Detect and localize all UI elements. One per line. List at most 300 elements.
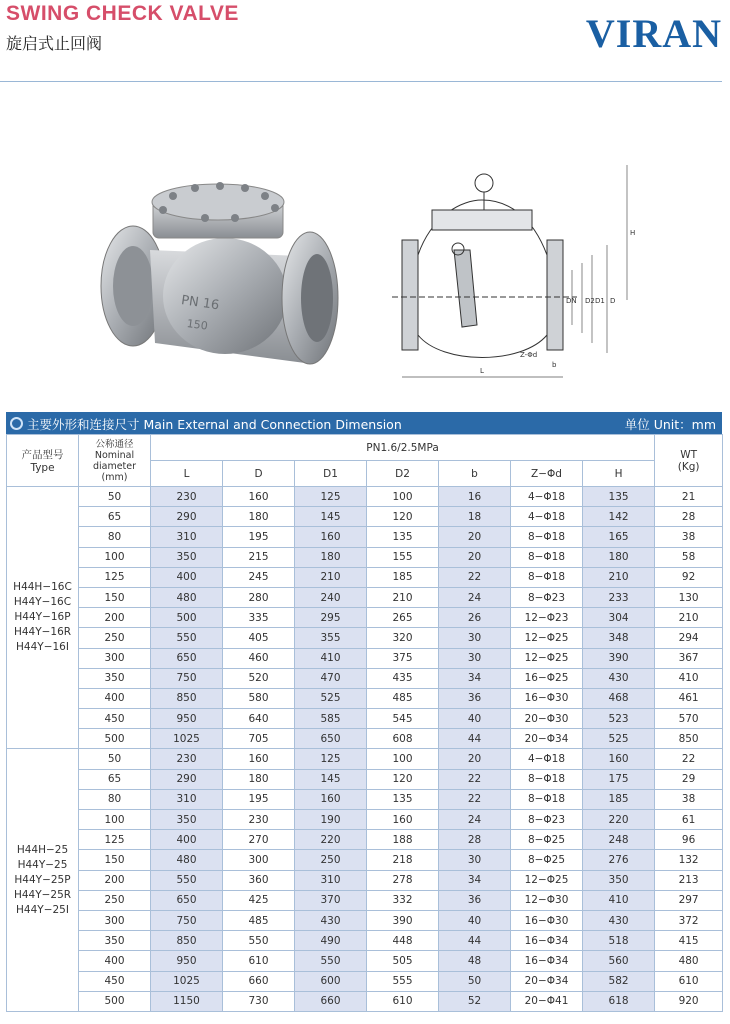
table-cell: 560 bbox=[583, 951, 655, 971]
table-cell: 22 bbox=[439, 789, 511, 809]
table-cell: 213 bbox=[655, 870, 723, 890]
table-cell: 132 bbox=[655, 850, 723, 870]
table-cell: 28 bbox=[439, 830, 511, 850]
table-cell: 150 bbox=[79, 587, 151, 607]
table-cell: 160 bbox=[367, 810, 439, 830]
type-label: H44Y−16I bbox=[16, 641, 69, 654]
table-row bbox=[7, 830, 723, 850]
table-cell: 100 bbox=[79, 810, 151, 830]
table-cell: 16−Φ34 bbox=[511, 951, 583, 971]
table-cell: 12−Φ25 bbox=[511, 648, 583, 668]
table-cell: 18 bbox=[439, 507, 511, 527]
header-pressure: PN1.6/2.5MPa bbox=[151, 435, 655, 461]
table-cell: 705 bbox=[223, 729, 295, 749]
table-cell: 300 bbox=[79, 648, 151, 668]
table-row bbox=[7, 487, 723, 507]
table-cell: 160 bbox=[223, 749, 295, 769]
table-cell: 250 bbox=[79, 628, 151, 648]
table-cell: 270 bbox=[223, 830, 295, 850]
table-cell: 310 bbox=[151, 527, 223, 547]
table-cell: 300 bbox=[223, 850, 295, 870]
table-cell: 195 bbox=[223, 789, 295, 809]
table-cell: 8−Φ18 bbox=[511, 547, 583, 567]
table-cell: 210 bbox=[655, 608, 723, 628]
table-cell: 280 bbox=[223, 587, 295, 607]
table-cell: 750 bbox=[151, 668, 223, 688]
table-cell: 372 bbox=[655, 910, 723, 930]
table-row bbox=[7, 668, 723, 688]
table-cell: 8−Φ23 bbox=[511, 810, 583, 830]
table-cell: 410 bbox=[583, 890, 655, 910]
table-cell: 135 bbox=[583, 487, 655, 507]
table-cell: 332 bbox=[367, 890, 439, 910]
table-cell: 448 bbox=[367, 931, 439, 951]
table-cell: 175 bbox=[583, 769, 655, 789]
table-cell: 460 bbox=[223, 648, 295, 668]
table-cell: 160 bbox=[295, 527, 367, 547]
table-cell: 450 bbox=[79, 709, 151, 729]
page-subtitle: 旋启式止回阀 bbox=[6, 34, 103, 53]
table-row bbox=[7, 931, 723, 951]
table-cell: 1150 bbox=[151, 991, 223, 1011]
table-row bbox=[7, 971, 723, 991]
table-row bbox=[7, 547, 723, 567]
table-row bbox=[7, 991, 723, 1011]
table-cell: 278 bbox=[367, 870, 439, 890]
table-cell: 570 bbox=[655, 709, 723, 729]
table-cell: 480 bbox=[655, 951, 723, 971]
table-cell: 850 bbox=[151, 931, 223, 951]
table-cell: 650 bbox=[151, 648, 223, 668]
table-cell: 125 bbox=[295, 487, 367, 507]
table-cell: 610 bbox=[655, 971, 723, 991]
table-cell: 470 bbox=[295, 668, 367, 688]
dim-z: Z-Φd bbox=[520, 351, 538, 359]
table-cell: 34 bbox=[439, 668, 511, 688]
table-cell: 230 bbox=[151, 487, 223, 507]
table-cell: 294 bbox=[655, 628, 723, 648]
section-unit: 单位 Unit：mm bbox=[624, 417, 716, 432]
table-cell: 150 bbox=[79, 850, 151, 870]
table-cell: 950 bbox=[151, 709, 223, 729]
table-cell: 390 bbox=[367, 910, 439, 930]
table-cell: 310 bbox=[151, 789, 223, 809]
table-cell: 400 bbox=[79, 688, 151, 708]
table-cell: 550 bbox=[223, 931, 295, 951]
table-cell: 185 bbox=[367, 567, 439, 587]
table-cell: 120 bbox=[367, 769, 439, 789]
table-cell: 367 bbox=[655, 648, 723, 668]
table-cell: 297 bbox=[655, 890, 723, 910]
type-label: H44Y−25I bbox=[16, 903, 69, 916]
table-cell: 360 bbox=[223, 870, 295, 890]
table-cell: 600 bbox=[295, 971, 367, 991]
table-cell: 40 bbox=[439, 910, 511, 930]
table-cell: 195 bbox=[223, 527, 295, 547]
table-cell: 8−Φ18 bbox=[511, 567, 583, 587]
table-cell: 100 bbox=[79, 547, 151, 567]
table-cell: 80 bbox=[79, 789, 151, 809]
table-cell: 210 bbox=[367, 587, 439, 607]
table-cell: 20−Φ34 bbox=[511, 729, 583, 749]
table-cell: 480 bbox=[151, 587, 223, 607]
table-cell: 240 bbox=[295, 587, 367, 607]
table-row bbox=[7, 951, 723, 971]
table-cell: 348 bbox=[583, 628, 655, 648]
bullet-icon bbox=[10, 417, 23, 430]
table-cell: 400 bbox=[151, 830, 223, 850]
table-cell: 61 bbox=[655, 810, 723, 830]
table-row bbox=[7, 709, 723, 729]
table-cell: 38 bbox=[655, 527, 723, 547]
table-cell: 96 bbox=[655, 830, 723, 850]
table-cell: 40 bbox=[439, 709, 511, 729]
table-cell: 295 bbox=[295, 608, 367, 628]
table-cell: 660 bbox=[295, 991, 367, 1011]
header-wt: WT (Kg) bbox=[655, 435, 723, 487]
table-cell: 8−Φ23 bbox=[511, 587, 583, 607]
table-cell: 520 bbox=[223, 668, 295, 688]
table-cell: 215 bbox=[223, 547, 295, 567]
table-cell: 950 bbox=[151, 951, 223, 971]
type-cell bbox=[7, 487, 79, 749]
table-cell: 415 bbox=[655, 931, 723, 951]
header-d: D bbox=[223, 461, 295, 487]
table-cell: 660 bbox=[223, 971, 295, 991]
table-cell: 160 bbox=[223, 487, 295, 507]
table-cell: 430 bbox=[583, 668, 655, 688]
table-cell: 350 bbox=[151, 810, 223, 830]
table-row bbox=[7, 769, 723, 789]
table-cell: 28 bbox=[655, 507, 723, 527]
table-cell: 461 bbox=[655, 688, 723, 708]
table-row bbox=[7, 870, 723, 890]
table-cell: 29 bbox=[655, 769, 723, 789]
table-cell: 145 bbox=[295, 769, 367, 789]
table-cell: 20−Φ34 bbox=[511, 971, 583, 991]
table-cell: 405 bbox=[223, 628, 295, 648]
table-cell: 160 bbox=[295, 789, 367, 809]
valve-photo bbox=[95, 178, 340, 383]
table-cell: 485 bbox=[223, 910, 295, 930]
table-cell: 370 bbox=[295, 890, 367, 910]
type-label: H44Y−16C bbox=[13, 596, 72, 609]
dim-d1: D1 bbox=[595, 297, 605, 305]
dim-h: H bbox=[630, 229, 636, 237]
table-cell: 468 bbox=[583, 688, 655, 708]
table-cell: 640 bbox=[223, 709, 295, 729]
table-cell: 24 bbox=[439, 587, 511, 607]
table-cell: 300 bbox=[79, 910, 151, 930]
table-cell: 435 bbox=[367, 668, 439, 688]
table-cell: 180 bbox=[295, 547, 367, 567]
table-cell: 304 bbox=[583, 608, 655, 628]
table-row bbox=[7, 749, 723, 769]
table-cell: 505 bbox=[367, 951, 439, 971]
table-cell: 485 bbox=[367, 688, 439, 708]
table-cell: 12−Φ25 bbox=[511, 870, 583, 890]
table-cell: 8−Φ18 bbox=[511, 527, 583, 547]
table-cell: 20 bbox=[439, 749, 511, 769]
table-cell: 24 bbox=[439, 810, 511, 830]
table-cell: 490 bbox=[295, 931, 367, 951]
table-cell: 12−Φ25 bbox=[511, 628, 583, 648]
table-cell: 30 bbox=[439, 628, 511, 648]
table-cell: 355 bbox=[295, 628, 367, 648]
table-cell: 1025 bbox=[151, 971, 223, 991]
table-cell: 145 bbox=[295, 507, 367, 527]
table-cell: 518 bbox=[583, 931, 655, 951]
table-cell: 26 bbox=[439, 608, 511, 628]
table-cell: 650 bbox=[151, 890, 223, 910]
section-title: 主要外形和连接尺寸 Main External and Connection Dimension bbox=[27, 417, 402, 432]
table-cell: 165 bbox=[583, 527, 655, 547]
table-cell: 4−Φ18 bbox=[511, 487, 583, 507]
table-cell: 4−Φ18 bbox=[511, 749, 583, 769]
table-cell: 155 bbox=[367, 547, 439, 567]
table-cell: 50 bbox=[79, 749, 151, 769]
table-row bbox=[7, 890, 723, 910]
table-cell: 210 bbox=[583, 567, 655, 587]
table-cell: 608 bbox=[367, 729, 439, 749]
table-cell: 550 bbox=[295, 951, 367, 971]
table-row bbox=[7, 688, 723, 708]
dim-d2: D2 bbox=[585, 297, 595, 305]
table-cell: 450 bbox=[79, 971, 151, 991]
table-cell: 58 bbox=[655, 547, 723, 567]
table-cell: 610 bbox=[223, 951, 295, 971]
cast-mark-size: 150 bbox=[185, 316, 209, 333]
table-row bbox=[7, 527, 723, 547]
type-label: H44H−25 bbox=[16, 843, 69, 856]
table-cell: 618 bbox=[583, 991, 655, 1011]
table-cell: 8−Φ25 bbox=[511, 850, 583, 870]
dimension-table bbox=[6, 434, 723, 1012]
table-cell: 218 bbox=[367, 850, 439, 870]
header-l: L bbox=[151, 461, 223, 487]
table-cell: 22 bbox=[439, 567, 511, 587]
table-cell: 20 bbox=[439, 547, 511, 567]
table-cell: 250 bbox=[79, 890, 151, 910]
table-cell: 350 bbox=[79, 668, 151, 688]
table-cell: 180 bbox=[223, 769, 295, 789]
type-label: H44Y−25R bbox=[13, 888, 72, 901]
table-cell: 500 bbox=[151, 608, 223, 628]
table-cell: 585 bbox=[295, 709, 367, 729]
table-row bbox=[7, 910, 723, 930]
table-cell: 430 bbox=[295, 910, 367, 930]
table-cell: 233 bbox=[583, 587, 655, 607]
dim-d: D bbox=[610, 297, 616, 305]
table-cell: 850 bbox=[655, 729, 723, 749]
table-cell: 12−Φ23 bbox=[511, 608, 583, 628]
table-cell: 125 bbox=[295, 749, 367, 769]
table-cell: 8−Φ18 bbox=[511, 789, 583, 809]
table-cell: 125 bbox=[79, 830, 151, 850]
table-cell: 920 bbox=[655, 991, 723, 1011]
table-cell: 20−Φ41 bbox=[511, 991, 583, 1011]
type-label: H44Y−25P bbox=[14, 873, 71, 886]
table-cell: 38 bbox=[655, 789, 723, 809]
table-cell: 21 bbox=[655, 487, 723, 507]
table-cell: 430 bbox=[583, 910, 655, 930]
table-row bbox=[7, 567, 723, 587]
table-cell: 36 bbox=[439, 688, 511, 708]
header-divider bbox=[0, 81, 722, 82]
table-cell: 545 bbox=[367, 709, 439, 729]
table-cell: 210 bbox=[295, 567, 367, 587]
table-cell: 1025 bbox=[151, 729, 223, 749]
table-cell: 220 bbox=[295, 830, 367, 850]
table-cell: 350 bbox=[151, 547, 223, 567]
table-cell: 480 bbox=[151, 850, 223, 870]
table-cell: 390 bbox=[583, 648, 655, 668]
table-cell: 34 bbox=[439, 870, 511, 890]
type-cell bbox=[7, 749, 79, 1011]
table-cell: 550 bbox=[151, 628, 223, 648]
table-cell: 185 bbox=[583, 789, 655, 809]
table-cell: 555 bbox=[367, 971, 439, 991]
table-cell: 320 bbox=[367, 628, 439, 648]
technical-drawing bbox=[392, 155, 642, 390]
table-row bbox=[7, 608, 723, 628]
table-cell: 92 bbox=[655, 567, 723, 587]
dim-dn: DN bbox=[566, 297, 577, 305]
table-cell: 65 bbox=[79, 769, 151, 789]
table-cell: 750 bbox=[151, 910, 223, 930]
table-cell: 375 bbox=[367, 648, 439, 668]
type-label: H44Y−25 bbox=[17, 858, 68, 871]
table-row bbox=[7, 628, 723, 648]
table-cell: 100 bbox=[367, 749, 439, 769]
table-cell: 290 bbox=[151, 507, 223, 527]
table-cell: 220 bbox=[583, 810, 655, 830]
table-cell: 16−Φ34 bbox=[511, 931, 583, 951]
table-cell: 48 bbox=[439, 951, 511, 971]
table-cell: 125 bbox=[79, 567, 151, 587]
table-cell: 20−Φ30 bbox=[511, 709, 583, 729]
brand-logo: VIRAN bbox=[585, 11, 722, 56]
header-h: H bbox=[583, 461, 655, 487]
table-cell: 52 bbox=[439, 991, 511, 1011]
table-cell: 400 bbox=[151, 567, 223, 587]
table-cell: 276 bbox=[583, 850, 655, 870]
table-cell: 310 bbox=[295, 870, 367, 890]
table-cell: 180 bbox=[583, 547, 655, 567]
table-cell: 80 bbox=[79, 527, 151, 547]
table-cell: 120 bbox=[367, 507, 439, 527]
table-cell: 335 bbox=[223, 608, 295, 628]
table-cell: 200 bbox=[79, 608, 151, 628]
table-cell: 22 bbox=[655, 749, 723, 769]
table-cell: 16−Φ30 bbox=[511, 910, 583, 930]
table-cell: 12−Φ30 bbox=[511, 890, 583, 910]
table-cell: 180 bbox=[223, 507, 295, 527]
dim-b: b bbox=[552, 361, 557, 369]
table-cell: 230 bbox=[151, 749, 223, 769]
table-cell: 400 bbox=[79, 951, 151, 971]
table-row bbox=[7, 810, 723, 830]
table-cell: 16−Φ30 bbox=[511, 688, 583, 708]
table-cell: 22 bbox=[439, 769, 511, 789]
table-row bbox=[7, 729, 723, 749]
table-cell: 200 bbox=[79, 870, 151, 890]
table-cell: 525 bbox=[583, 729, 655, 749]
table-cell: 500 bbox=[79, 729, 151, 749]
table-cell: 410 bbox=[295, 648, 367, 668]
table-cell: 8−Φ18 bbox=[511, 769, 583, 789]
table-cell: 8−Φ25 bbox=[511, 830, 583, 850]
table-row bbox=[7, 850, 723, 870]
table-cell: 410 bbox=[655, 668, 723, 688]
table-cell: 65 bbox=[79, 507, 151, 527]
table-cell: 425 bbox=[223, 890, 295, 910]
table-cell: 500 bbox=[79, 991, 151, 1011]
table-cell: 580 bbox=[223, 688, 295, 708]
table-cell: 190 bbox=[295, 810, 367, 830]
table-cell: 525 bbox=[295, 688, 367, 708]
table-cell: 550 bbox=[151, 870, 223, 890]
table-cell: 16−Φ25 bbox=[511, 668, 583, 688]
table-cell: 230 bbox=[223, 810, 295, 830]
table-cell: 30 bbox=[439, 648, 511, 668]
header-d1: D1 bbox=[295, 461, 367, 487]
dim-l: L bbox=[480, 367, 484, 375]
header-d2: D2 bbox=[367, 461, 439, 487]
table-cell: 350 bbox=[583, 870, 655, 890]
table-cell: 160 bbox=[583, 749, 655, 769]
table-cell: 16 bbox=[439, 487, 511, 507]
header-dn: 公称通径 Nominal diameter (mm) bbox=[79, 435, 151, 487]
header-type: 产品型号 Type bbox=[7, 435, 79, 487]
table-cell: 50 bbox=[439, 971, 511, 991]
table-cell: 50 bbox=[79, 487, 151, 507]
table-cell: 44 bbox=[439, 729, 511, 749]
table-cell: 130 bbox=[655, 587, 723, 607]
table-cell: 188 bbox=[367, 830, 439, 850]
section-header bbox=[6, 412, 722, 434]
table-row bbox=[7, 587, 723, 607]
table-cell: 523 bbox=[583, 709, 655, 729]
table-cell: 135 bbox=[367, 527, 439, 547]
table-row bbox=[7, 507, 723, 527]
table-cell: 850 bbox=[151, 688, 223, 708]
table-cell: 245 bbox=[223, 567, 295, 587]
header-z: Z−Φd bbox=[511, 461, 583, 487]
page-title: SWING CHECK VALVE bbox=[6, 2, 239, 25]
table-row bbox=[7, 789, 723, 809]
table-cell: 30 bbox=[439, 850, 511, 870]
table-row bbox=[7, 648, 723, 668]
cast-mark-pn: PN 16 bbox=[180, 293, 221, 314]
table-cell: 730 bbox=[223, 991, 295, 1011]
type-label: H44Y−16R bbox=[13, 626, 72, 639]
table-cell: 650 bbox=[295, 729, 367, 749]
table-cell: 248 bbox=[583, 830, 655, 850]
table-cell: 20 bbox=[439, 527, 511, 547]
table-cell: 250 bbox=[295, 850, 367, 870]
table-cell: 44 bbox=[439, 931, 511, 951]
table-cell: 36 bbox=[439, 890, 511, 910]
table-cell: 610 bbox=[367, 991, 439, 1011]
header-b: b bbox=[439, 461, 511, 487]
table-cell: 350 bbox=[79, 931, 151, 951]
table-cell: 582 bbox=[583, 971, 655, 991]
table-cell: 135 bbox=[367, 789, 439, 809]
table-cell: 142 bbox=[583, 507, 655, 527]
type-label: H44Y−16P bbox=[14, 611, 71, 624]
table-cell: 265 bbox=[367, 608, 439, 628]
